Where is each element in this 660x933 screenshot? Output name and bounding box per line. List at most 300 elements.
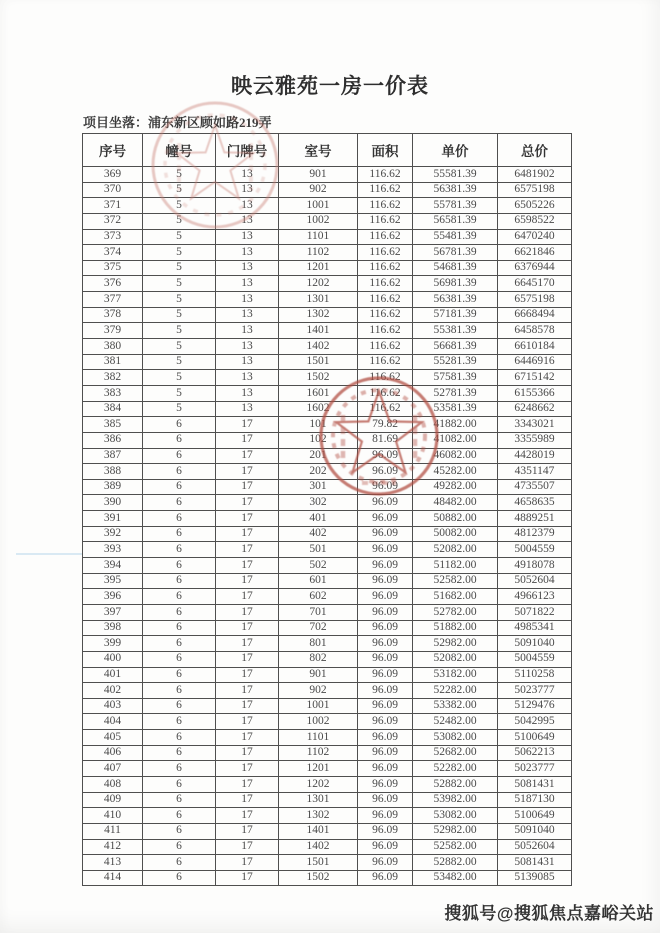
table-row (83, 495, 572, 511)
table-cell: 1401 (279, 323, 358, 339)
table-cell: 52082.00 (413, 651, 498, 667)
table-cell: 17 (216, 417, 279, 433)
table-cell: 4918078 (498, 558, 572, 574)
table-row (83, 683, 572, 699)
table-cell: 5 (143, 213, 216, 229)
table-cell: 409 (83, 792, 143, 808)
table-cell: 400 (83, 651, 143, 667)
table-cell: 393 (83, 542, 143, 558)
table-cell: 52982.00 (413, 636, 498, 652)
table-cell: 116.62 (358, 385, 413, 401)
table-header-row (83, 134, 572, 167)
table-cell: 55581.39 (413, 167, 498, 183)
table-cell: 5 (143, 167, 216, 183)
table-row (83, 245, 572, 261)
table-cell: 55381.39 (413, 323, 498, 339)
table-cell: 6155366 (498, 385, 572, 401)
table-cell: 50082.00 (413, 526, 498, 542)
table-cell: 401 (83, 667, 143, 683)
price-table (82, 133, 572, 886)
table-row (83, 385, 572, 401)
table-cell: 6248662 (498, 401, 572, 417)
table-cell: 385 (83, 417, 143, 433)
table-cell: 13 (216, 229, 279, 245)
table-cell: 1201 (279, 260, 358, 276)
table-cell: 402 (83, 683, 143, 699)
table-cell: 371 (83, 198, 143, 214)
table-cell: 802 (279, 651, 358, 667)
table-cell: 5100649 (498, 730, 572, 746)
table-cell: 116.62 (358, 213, 413, 229)
column-header: 室号 (279, 134, 358, 167)
table-row (83, 542, 572, 558)
table-cell: 6621846 (498, 245, 572, 261)
column-header: 面积 (358, 134, 413, 167)
table-cell: 412 (83, 839, 143, 855)
table-cell: 6 (143, 573, 216, 589)
table-cell: 53382.00 (413, 698, 498, 714)
table-cell: 17 (216, 558, 279, 574)
table-row (83, 698, 572, 714)
table-row (83, 855, 572, 871)
table-cell: 410 (83, 808, 143, 824)
table-cell: 408 (83, 776, 143, 792)
table-cell: 96.09 (358, 683, 413, 699)
table-cell: 13 (216, 354, 279, 370)
table-cell: 54681.39 (413, 260, 498, 276)
table-cell: 6 (143, 839, 216, 855)
table-cell: 1101 (279, 730, 358, 746)
table-cell: 116.62 (358, 323, 413, 339)
table-cell: 1502 (279, 370, 358, 386)
table-cell: 4812379 (498, 526, 572, 542)
table-row (83, 714, 572, 730)
table-cell: 502 (279, 558, 358, 574)
table-cell: 702 (279, 620, 358, 636)
table-cell: 5 (143, 385, 216, 401)
table-cell: 1302 (279, 808, 358, 824)
table-cell: 17 (216, 761, 279, 777)
table-cell: 51682.00 (413, 589, 498, 605)
table-cell: 4966123 (498, 589, 572, 605)
table-cell: 374 (83, 245, 143, 261)
table-row (83, 511, 572, 527)
table-cell: 13 (216, 307, 279, 323)
table-cell: 13 (216, 182, 279, 198)
table-row (83, 370, 572, 386)
table-cell: 3343021 (498, 417, 572, 433)
table-row (83, 573, 572, 589)
table-cell: 116.62 (358, 276, 413, 292)
table-cell: 17 (216, 698, 279, 714)
table-row (83, 651, 572, 667)
table-cell: 5 (143, 276, 216, 292)
column-header: 序号 (83, 134, 143, 167)
table-cell: 6645170 (498, 276, 572, 292)
table-cell: 384 (83, 401, 143, 417)
table-cell: 1402 (279, 839, 358, 855)
table-cell: 379 (83, 323, 143, 339)
table-cell: 1102 (279, 245, 358, 261)
table-cell: 17 (216, 745, 279, 761)
table-cell: 401 (279, 511, 358, 527)
table-cell: 5 (143, 339, 216, 355)
table-cell: 406 (83, 745, 143, 761)
table-cell: 96.09 (358, 542, 413, 558)
table-row (83, 167, 572, 183)
table-cell: 902 (279, 683, 358, 699)
table-cell: 96.09 (358, 839, 413, 855)
table-cell: 17 (216, 667, 279, 683)
table-row (83, 307, 572, 323)
table-cell: 96.09 (358, 855, 413, 871)
table-cell: 373 (83, 229, 143, 245)
table-cell: 53182.00 (413, 667, 498, 683)
table-cell: 13 (216, 339, 279, 355)
table-cell: 6481902 (498, 167, 572, 183)
table-cell: 403 (83, 698, 143, 714)
table-cell: 101 (279, 417, 358, 433)
page-title: 映云雅苑一房一价表 (231, 74, 429, 98)
table-cell: 6598522 (498, 213, 572, 229)
table-cell: 81.69 (358, 432, 413, 448)
table-cell: 96.09 (358, 698, 413, 714)
table-row (83, 620, 572, 636)
table-cell: 370 (83, 182, 143, 198)
table-cell: 501 (279, 542, 358, 558)
table-cell: 5052604 (498, 573, 572, 589)
table-row (83, 558, 572, 574)
table-cell: 102 (279, 432, 358, 448)
table-cell: 96.09 (358, 636, 413, 652)
table-row (83, 839, 572, 855)
table-cell: 46082.00 (413, 448, 498, 464)
table-row (83, 792, 572, 808)
table-row (83, 292, 572, 308)
table-cell: 5062213 (498, 745, 572, 761)
table-cell: 17 (216, 870, 279, 886)
table-cell: 5023777 (498, 761, 572, 777)
table-cell: 6 (143, 698, 216, 714)
table-cell: 13 (216, 385, 279, 401)
table-cell: 4351147 (498, 464, 572, 480)
table-cell: 383 (83, 385, 143, 401)
table-row (83, 870, 572, 886)
table-cell: 96.09 (358, 479, 413, 495)
table-row (83, 323, 572, 339)
table-cell: 17 (216, 730, 279, 746)
table-cell: 116.62 (358, 245, 413, 261)
table-cell: 96.09 (358, 776, 413, 792)
table-cell: 1001 (279, 198, 358, 214)
table-cell: 17 (216, 604, 279, 620)
table-cell: 79.82 (358, 417, 413, 433)
table-cell: 701 (279, 604, 358, 620)
table-cell: 6 (143, 651, 216, 667)
table-cell: 5004559 (498, 651, 572, 667)
table-cell: 5004559 (498, 542, 572, 558)
table-cell: 6 (143, 558, 216, 574)
table-cell: 901 (279, 667, 358, 683)
table-cell: 52982.00 (413, 823, 498, 839)
table-cell: 96.09 (358, 558, 413, 574)
table-cell: 1201 (279, 761, 358, 777)
table-cell: 3355989 (498, 432, 572, 448)
table-cell: 394 (83, 558, 143, 574)
table-cell: 17 (216, 573, 279, 589)
table-cell: 52282.00 (413, 683, 498, 699)
table-cell: 5 (143, 198, 216, 214)
table-cell: 116.62 (358, 370, 413, 386)
table-cell: 52782.00 (413, 604, 498, 620)
table-cell: 407 (83, 761, 143, 777)
table-cell: 602 (279, 589, 358, 605)
table-row (83, 526, 572, 542)
table-row (83, 667, 572, 683)
table-cell: 96.09 (358, 730, 413, 746)
table-cell: 53082.00 (413, 808, 498, 824)
table-cell: 96.09 (358, 620, 413, 636)
column-header: 幢号 (143, 134, 216, 167)
table-cell: 116.62 (358, 339, 413, 355)
table-cell: 50882.00 (413, 511, 498, 527)
table-cell: 4889251 (498, 511, 572, 527)
table-cell: 5 (143, 245, 216, 261)
table-cell: 52882.00 (413, 855, 498, 871)
table-cell: 1101 (279, 229, 358, 245)
table-cell: 901 (279, 167, 358, 183)
table-cell: 41882.00 (413, 417, 498, 433)
table-cell: 53482.00 (413, 870, 498, 886)
table-cell: 377 (83, 292, 143, 308)
table-cell: 1002 (279, 213, 358, 229)
table-cell: 116.62 (358, 401, 413, 417)
table-cell: 6 (143, 526, 216, 542)
table-cell: 369 (83, 167, 143, 183)
table-row (83, 260, 572, 276)
table-cell: 387 (83, 448, 143, 464)
table-cell: 52582.00 (413, 839, 498, 855)
table-cell: 56981.39 (413, 276, 498, 292)
table-cell: 1501 (279, 354, 358, 370)
table-cell: 96.09 (358, 589, 413, 605)
table-cell: 5081431 (498, 776, 572, 792)
table-cell: 49282.00 (413, 479, 498, 495)
table-cell: 13 (216, 213, 279, 229)
table-row (83, 276, 572, 292)
table-cell: 13 (216, 276, 279, 292)
table-cell: 402 (279, 526, 358, 542)
table-row (83, 761, 572, 777)
table-cell: 6 (143, 683, 216, 699)
table-cell: 6 (143, 479, 216, 495)
table-cell: 5091040 (498, 636, 572, 652)
table-cell: 6 (143, 589, 216, 605)
scan-artifact-line (16, 553, 82, 555)
table-cell: 51882.00 (413, 620, 498, 636)
table-cell: 1501 (279, 855, 358, 871)
table-row (83, 636, 572, 652)
table-cell: 52781.39 (413, 385, 498, 401)
table-cell: 1502 (279, 870, 358, 886)
table-cell: 17 (216, 855, 279, 871)
table-cell: 372 (83, 213, 143, 229)
table-cell: 4428019 (498, 448, 572, 464)
table-row (83, 464, 572, 480)
table-cell: 392 (83, 526, 143, 542)
table-cell: 1602 (279, 401, 358, 417)
table-cell: 1301 (279, 292, 358, 308)
table-cell: 6 (143, 636, 216, 652)
table-cell: 13 (216, 370, 279, 386)
table-cell: 381 (83, 354, 143, 370)
table-cell: 396 (83, 589, 143, 605)
table-cell: 414 (83, 870, 143, 886)
table-cell: 6 (143, 620, 216, 636)
table-cell: 52682.00 (413, 745, 498, 761)
table-row (83, 604, 572, 620)
table-cell: 57581.39 (413, 370, 498, 386)
column-header: 门牌号 (216, 134, 279, 167)
table-cell: 601 (279, 573, 358, 589)
table-cell: 17 (216, 714, 279, 730)
table-cell: 1402 (279, 339, 358, 355)
table-row (83, 354, 572, 370)
table-cell: 116.62 (358, 354, 413, 370)
table-cell: 52582.00 (413, 573, 498, 589)
table-cell: 116.62 (358, 198, 413, 214)
table-cell: 5 (143, 370, 216, 386)
table-row (83, 417, 572, 433)
table-cell: 96.09 (358, 870, 413, 886)
table-cell: 45282.00 (413, 464, 498, 480)
table-cell: 5 (143, 307, 216, 323)
table-cell: 96.09 (358, 745, 413, 761)
table-cell: 6 (143, 448, 216, 464)
table-cell: 13 (216, 292, 279, 308)
table-cell: 6 (143, 808, 216, 824)
table-cell: 5023777 (498, 683, 572, 699)
table-cell: 399 (83, 636, 143, 652)
table-cell: 96.09 (358, 823, 413, 839)
table-cell: 6 (143, 714, 216, 730)
table-cell: 13 (216, 401, 279, 417)
table-cell: 411 (83, 823, 143, 839)
table-cell: 17 (216, 620, 279, 636)
table-cell: 17 (216, 479, 279, 495)
table-cell: 17 (216, 589, 279, 605)
table-cell: 302 (279, 495, 358, 511)
table-cell: 405 (83, 730, 143, 746)
table-cell: 96.09 (358, 495, 413, 511)
table-cell: 96.09 (358, 714, 413, 730)
table-cell: 5081431 (498, 855, 572, 871)
table-cell: 17 (216, 683, 279, 699)
table-row (83, 198, 572, 214)
column-header: 总价 (498, 134, 572, 167)
table-cell: 52482.00 (413, 714, 498, 730)
table-row (83, 339, 572, 355)
table-cell: 116.62 (358, 292, 413, 308)
table-cell: 5 (143, 229, 216, 245)
table-cell: 55481.39 (413, 229, 498, 245)
table-cell: 801 (279, 636, 358, 652)
table-cell: 202 (279, 464, 358, 480)
table-cell: 116.62 (358, 307, 413, 323)
table-cell: 52882.00 (413, 776, 498, 792)
table-cell: 17 (216, 495, 279, 511)
table-cell: 116.62 (358, 167, 413, 183)
table-row (83, 448, 572, 464)
table-cell: 6 (143, 511, 216, 527)
table-row (83, 432, 572, 448)
sohu-watermark: 搜狐号@搜狐焦点嘉峪关站 (444, 904, 654, 923)
table-cell: 5 (143, 354, 216, 370)
table-cell: 6 (143, 432, 216, 448)
table-cell: 5 (143, 260, 216, 276)
table-row (83, 229, 572, 245)
table-cell: 386 (83, 432, 143, 448)
table-cell: 5042995 (498, 714, 572, 730)
table-cell: 1202 (279, 276, 358, 292)
table-cell: 96.09 (358, 526, 413, 542)
table-cell: 48482.00 (413, 495, 498, 511)
table-cell: 5129476 (498, 698, 572, 714)
table-cell: 96.09 (358, 761, 413, 777)
table-cell: 17 (216, 636, 279, 652)
table-cell: 902 (279, 182, 358, 198)
table-cell: 17 (216, 526, 279, 542)
table-cell: 6376944 (498, 260, 572, 276)
table-cell: 52082.00 (413, 542, 498, 558)
table-row (83, 213, 572, 229)
table-cell: 6 (143, 745, 216, 761)
table-cell: 96.09 (358, 792, 413, 808)
table-cell: 1002 (279, 714, 358, 730)
table-cell: 53082.00 (413, 730, 498, 746)
table-cell: 4658635 (498, 495, 572, 511)
table-cell: 1401 (279, 823, 358, 839)
table-cell: 52282.00 (413, 761, 498, 777)
table-cell: 53581.39 (413, 401, 498, 417)
table-cell: 5187130 (498, 792, 572, 808)
table-cell: 5052604 (498, 839, 572, 855)
table-cell: 6 (143, 667, 216, 683)
table-cell: 380 (83, 339, 143, 355)
table-cell: 55781.39 (413, 198, 498, 214)
table-cell: 6575198 (498, 292, 572, 308)
table-cell: 378 (83, 307, 143, 323)
table-cell: 5 (143, 323, 216, 339)
table-cell: 116.62 (358, 182, 413, 198)
table-cell: 56381.39 (413, 292, 498, 308)
table-cell: 96.09 (358, 808, 413, 824)
table-cell: 13 (216, 198, 279, 214)
table-cell: 6 (143, 776, 216, 792)
table-row (83, 745, 572, 761)
table-cell: 17 (216, 776, 279, 792)
table-row (83, 776, 572, 792)
table-cell: 6575198 (498, 182, 572, 198)
table-cell: 96.09 (358, 651, 413, 667)
table-cell: 376 (83, 276, 143, 292)
table-cell: 389 (83, 479, 143, 495)
table-cell: 17 (216, 464, 279, 480)
table-cell: 13 (216, 167, 279, 183)
table-cell: 397 (83, 604, 143, 620)
table-cell: 1102 (279, 745, 358, 761)
table-cell: 96.09 (358, 511, 413, 527)
